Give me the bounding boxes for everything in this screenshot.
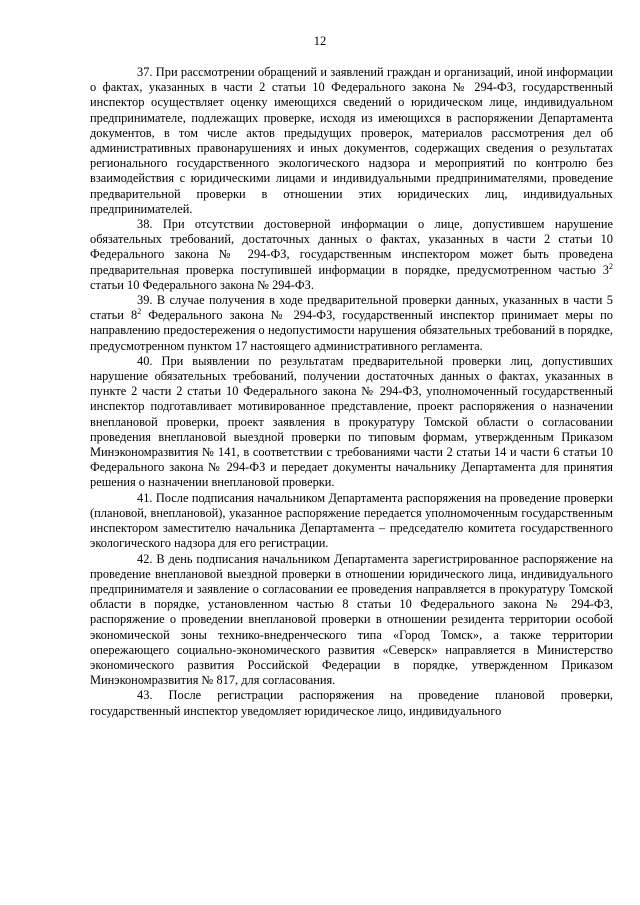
- paragraph-42: 42. В день подписания начальником Департамента зарегистрированное распоряжение на проведение внеплановой выездной проверки в отношении юридического лица, индивидуального предпринимателя и заявление о согласовании ее проведения направляется в прокуратуру Томской области в порядке, установленном частью 8 статьи 10 Федерального закона № 294-ФЗ, распоряжение о проведении внеплановой проверки в отношении резидента территории особой экономической зоны технико-внедренческого типа «Город Томск», а также территории опережающего социально-экономического развития «Северск» направляется в Министерство экономического развития Российской Федерации в порядке, утвержденном Приказом Минэкономразвития № 817, для согласования.: [90, 551, 613, 688]
- superscript: 2: [609, 261, 613, 271]
- paragraph-37: 37. При рассмотрении обращений и заявлений граждан и организаций, иной информации о фактах, указанных в части 2 статьи 10 Федерального закона № 294-ФЗ, государственный инспектор осуществляет оценку имеющихся сведений о юридическом лице, индивидуальном предпринимателе, подлежащих проверке, исходя из имеющихся в распоряжении Департамента документов, в том числе актов предыдущих проверок, материалов рассмотрения дел об административных правонарушениях и иных документов, содержащих сведения о результатах регионального государственного экологического надзора и мероприятий по контролю без взаимодействия с юридическими лицами и индивидуальными предпринимателями, проведение предварительной проверки в отношении этих юридических лиц, индивидуальных предпринимателей.: [90, 65, 613, 216]
- superscript: 2: [137, 307, 142, 317]
- paragraph-43: 43. После регистрации распоряжения на проведение плановой проверки, государственный инспектор уведомляет юридическое лицо, индивидуального: [90, 688, 613, 718]
- paragraph-38-text-end: статьи 10 Федерального закона № 294-ФЗ.: [90, 277, 314, 292]
- paragraph-39-text-end: Федерального закона № 294-ФЗ, государственный инспектор принимает меры по направлению предостережения о недопустимости нарушения обязательных требований в порядке, предусмотренном пунктом 17 настоящего административного регламента.: [90, 308, 614, 353]
- paragraph-39-text: 39. В случае получения в ходе предварительной проверки данных, указанных в части 5 статьи 8: [90, 293, 613, 323]
- paragraph-38-text: 38. При отсутствии достоверной информации о лице, допустившем нарушение обязательных требований, достаточных данных о фактах, указанных в части 2 статьи 10 Федерального закона № 294-ФЗ, государственным инспектором может быть проведена предварительная проверка поступившей информации в порядке, предусмотренном частью 3: [90, 217, 613, 277]
- paragraph-38: [90, 217, 613, 293]
- page-number: 12: [313, 34, 327, 48]
- paragraph-39: [90, 293, 613, 354]
- document-body: [90, 65, 613, 719]
- paragraph-40: 40. При выявлении по результатам предварительной проверки лиц, допустивших нарушение обязательных требований, получении достаточных данных о фактах, указанных в пункте 2 части 2 статьи 10 Федерального закона № 294-ФЗ, уполномоченный государственный инспектор подготавливает мотивированное представление, проект распоряжения о назначении внеплановой проверки, проект заявления в прокуратуру Томской области о согласовании проведения внеплановой выездной проверки по типовым формам, утвержденным Приказом Минэкономразвития № 141, в соответствии с требованиями части 2 статьи 14 и части 6 статьи 10 Федерального закона № 294-ФЗ и передает документы начальнику Департамента для принятия решения о назначении внеплановой проверки.: [90, 353, 613, 490]
- paragraph-41: 41. После подписания начальником Департамента распоряжения на проведение проверки (плановой, внеплановой), указанное распоряжение передается уполномоченным государственным инспектором заместителю начальника Департамента – председателю комитета государственного экологического надзора для его регистрации.: [90, 490, 613, 551]
